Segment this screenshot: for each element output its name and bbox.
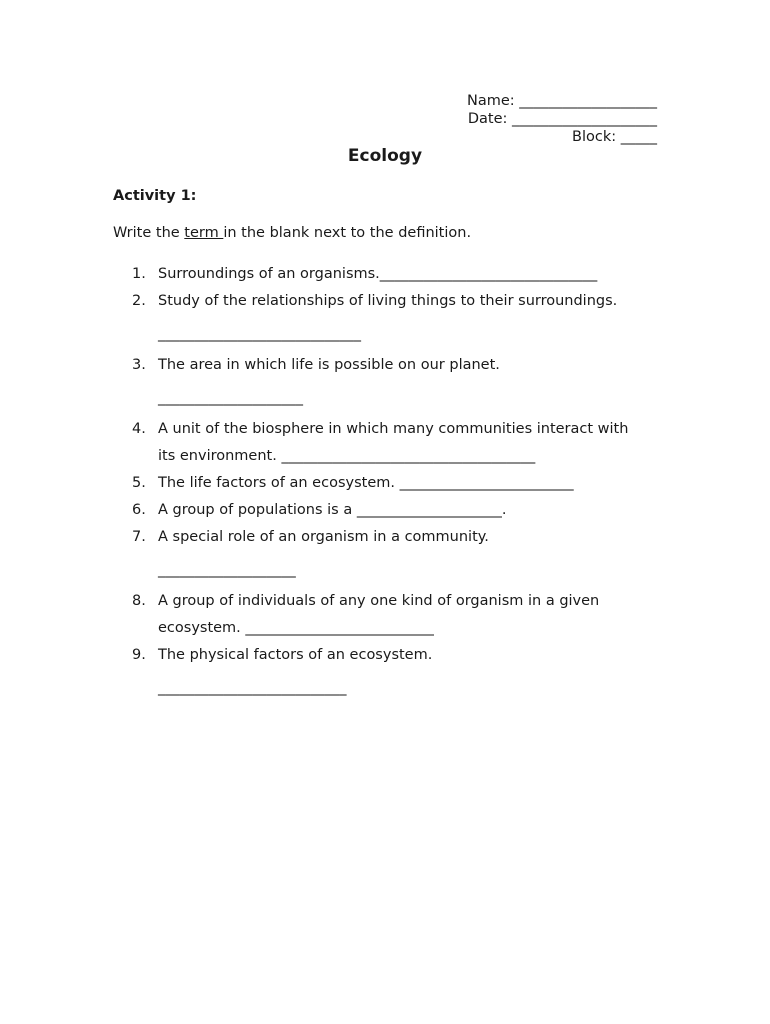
question-text: A unit of the biosphere in which many communities interact with	[158, 421, 629, 437]
question-5	[113, 470, 673, 497]
instruction-text	[113, 225, 471, 241]
activity-heading: Activity 1:	[113, 188, 197, 204]
instruction-before: Write the	[113, 225, 185, 241]
block-field: Block: _____	[572, 129, 657, 145]
question-number: 3.	[132, 357, 146, 373]
question-9	[113, 642, 673, 702]
answer-blank: ____________________	[158, 390, 303, 406]
question-text: The life factors of an ecosystem. ________________________	[158, 475, 574, 491]
answer-blank: ____________________________	[158, 326, 361, 342]
answer-blank: __________________________	[158, 680, 347, 696]
question-number: 4.	[132, 421, 146, 437]
answer-blank: its environment. ___________________________________	[158, 448, 536, 464]
instruction-term: term	[184, 225, 224, 241]
question-number: 1.	[132, 266, 146, 282]
question-text: A group of populations is a ____________________.	[158, 502, 507, 518]
question-8	[113, 588, 673, 642]
question-number: 8.	[132, 593, 146, 609]
question-text: Surroundings of an organisms.______________________________	[158, 266, 598, 282]
question-number: 6.	[132, 502, 146, 518]
question-text: The physical factors of an ecosystem.	[158, 647, 433, 663]
question-number: 7.	[132, 529, 146, 545]
question-1	[113, 261, 673, 288]
student-info-block	[467, 92, 657, 146]
question-number: 2.	[132, 293, 146, 309]
answer-blank: ___________________	[158, 562, 296, 578]
question-4	[113, 416, 673, 470]
question-number: 9.	[132, 647, 146, 663]
instruction-after: in the blank next to the definition.	[223, 225, 472, 241]
question-text: The area in which life is possible on our planet.	[158, 357, 500, 373]
page-title: Ecology	[347, 146, 423, 166]
question-7	[113, 524, 673, 584]
date-field: Date: ____________________	[467, 111, 657, 127]
name-field: Name: ___________________	[466, 93, 657, 109]
question-3	[113, 352, 673, 412]
question-6	[113, 497, 673, 524]
question-text: A group of individuals of any one kind of organism in a given	[158, 593, 600, 609]
question-text: A special role of an organism in a community.	[158, 529, 489, 545]
question-text: Study of the relationships of living things to their surroundings.	[158, 293, 618, 309]
question-2	[113, 288, 673, 348]
answer-blank: ecosystem. __________________________	[158, 620, 434, 636]
question-list	[113, 261, 673, 702]
question-number: 5.	[132, 475, 146, 491]
